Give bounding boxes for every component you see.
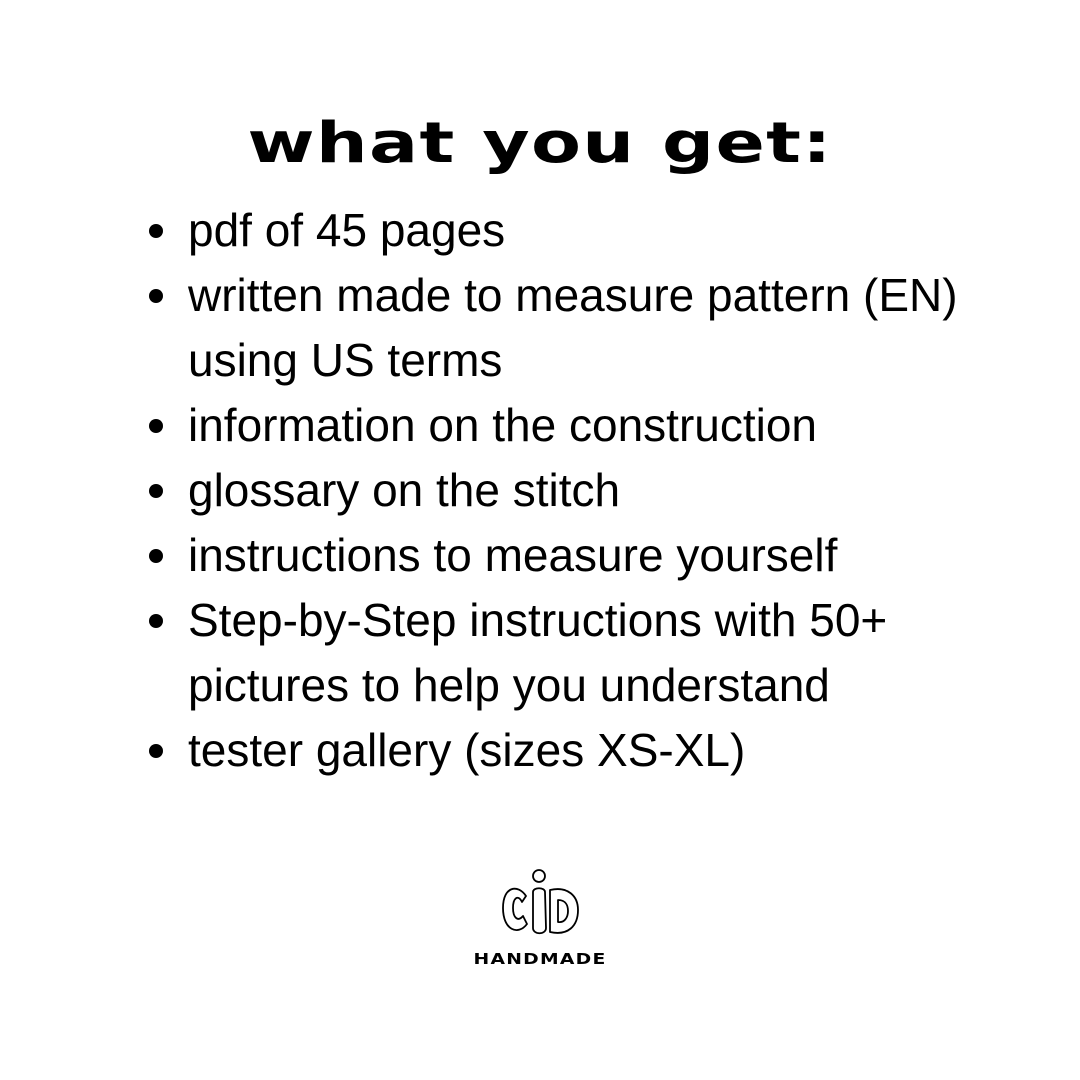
list-item [145,263,965,393]
feature-text: Step-by-Step instructions with 50+ pictures to help you understand [188,594,888,711]
feature-list [145,198,965,783]
list-item [145,523,965,588]
feature-text: instructions to measure yourself [188,529,838,581]
list-item [145,458,965,523]
bubble-letter-logo-icon [500,868,580,944]
feature-text: pdf of 45 pages [188,204,506,256]
brand-wordmark: HANDMADE [473,950,607,968]
bullet-icon [149,419,163,433]
bullet-icon [149,614,163,628]
feature-text: glossary on the stitch [188,464,621,516]
bullet-icon [149,549,163,563]
feature-text: information on the construction [188,399,818,451]
list-item [145,393,965,458]
page-title: what you get: [247,111,833,176]
list-item [145,718,965,783]
bullet-icon [149,289,163,303]
list-item [145,198,965,263]
bullet-icon [149,224,163,238]
list-item [145,588,965,718]
feature-text: tester gallery (sizes XS-XL) [188,724,746,776]
brand-logo [440,868,640,978]
bullet-icon [149,744,163,758]
feature-text: written made to measure pattern (EN) using US terms [188,269,958,386]
bullet-icon [149,484,163,498]
